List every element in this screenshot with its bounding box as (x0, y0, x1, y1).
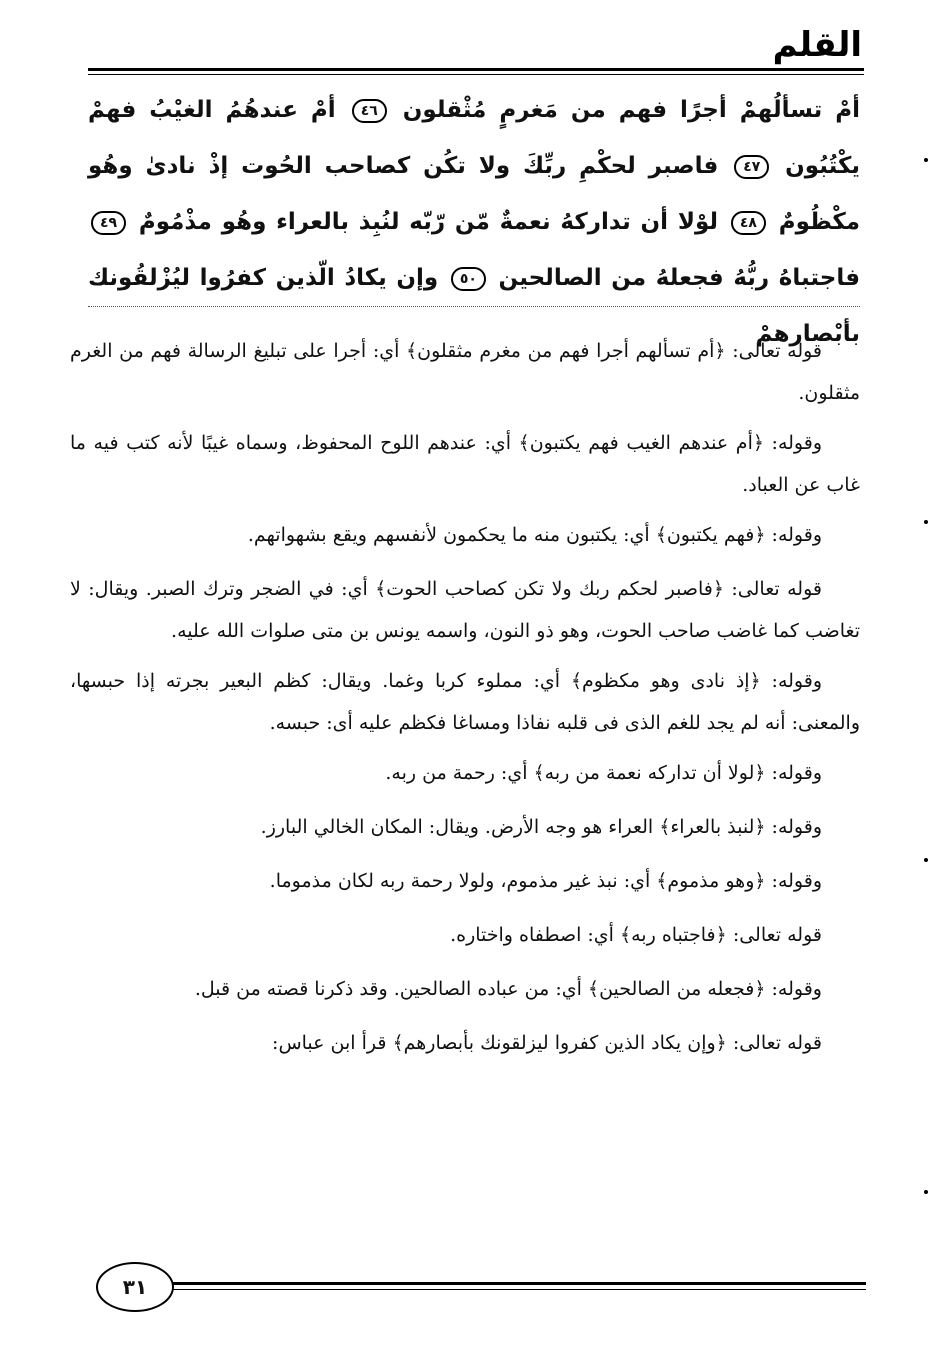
verse-text: فاصبر لحكْمِ ربِّكَ ولا تكُن كصاحب الحُوت إذْ نادىٰ وهُو مكْظُومٌ (88, 153, 861, 235)
ayah-number-marker: ٤٩ (91, 211, 126, 235)
ayah-number-marker: ٤٧ (734, 155, 769, 179)
verse-text: أمْ عندهُمُ الغيْبُ فهمْ يكْتُبُون (88, 97, 860, 179)
surah-title: القلم (772, 25, 862, 65)
footer-rule-thick (166, 1282, 866, 1285)
commentary-paragraph: قوله تعالى: ﴿أم تسألهم أجرا فهم من مغرم مثقلون﴾ أي: أجرا على تبليغ الرسالة فهم من الغرم مثقلون. (70, 340, 860, 404)
ayah-number-marker: ٤٦ (352, 99, 387, 123)
commentary-paragraph: وقوله: ﴿إذ نادى وهو مكظوم﴾ أي: مملوء كربا وغما. ويقال: كظم البعير بجرته إذا حبسها، والمعنى: أنه لم يجد للغم الذى فى قلبه نفاذا ومساغا فكظم عليه أى: حبسه. (70, 670, 860, 734)
commentary-paragraph: وقوله: ﴿أم عندهم الغيب فهم يكتبون﴾ أي: عندهم اللوح المحفوظ، وسماه غيبًا لأنه كتب فيه ما غاب عن العباد. (70, 432, 860, 496)
page-number: ٣١ (96, 1262, 174, 1312)
verse-text: أمْ تسألُهمْ أجرًا فهم من مَغرمٍ مُثْقلون (389, 97, 861, 123)
ayah-number-marker: ٥٠ (451, 267, 486, 291)
header-rule-thick (88, 68, 864, 71)
verse-text: فاجتباهُ ربُّهُ فجعلهُ من الصالحين (488, 265, 861, 291)
commentary-paragraph: قوله تعالى: ﴿فاصبر لحكم ربك ولا تكن كصاحب الحوت﴾ أي: في الضجر وترك الصبر. ويقال: لا تغاضب كما غاضب صاحب الحوت، وهو ذو النون، واسمه يونس بن متى صلوات الله عليه. (70, 578, 860, 642)
commentary-paragraph: وقوله: ﴿لنبذ بالعراء﴾ العراء هو وجه الأرض. ويقال: المكان الخالي البارز. (260, 816, 822, 838)
commentary-paragraph: قوله تعالى: ﴿وإن يكاد الذين كفروا ليزلقونك بأبصارهم﴾ قرأ ابن عباس: (272, 1032, 822, 1054)
scan-mark (924, 158, 928, 162)
commentary-paragraph: وقوله: ﴿فهم يكتبون﴾ أي: يكتبون منه ما يحكمون لأنفسهم ويقع بشهواتهم. (247, 524, 822, 546)
scan-mark (924, 858, 928, 862)
header-rule-thin (88, 74, 864, 75)
commentary-paragraph: وقوله: ﴿وهو مذموم﴾ أي: نبذ غير مذموم، ولولا رحمة ربه لكان مذموما. (269, 870, 822, 892)
quran-verses-block (88, 82, 860, 362)
commentary-paragraph: قوله تعالى: ﴿فاجتباه ربه﴾ أي: اصطفاه واختاره. (450, 924, 822, 946)
footer-rule-thin (166, 1289, 866, 1290)
verse-text: لوْلا أن تداركهُ نعمةٌ مّن رّبّه لنُبِذ بالعراء وهُو مذْمُومٌ (129, 209, 719, 235)
commentary-paragraph: وقوله: ﴿لولا أن تداركه نعمة من ربه﴾ أي: رحمة من ربه. (385, 762, 822, 784)
scan-mark (924, 1190, 928, 1194)
ayah-number-marker: ٤٨ (731, 211, 766, 235)
scan-mark (924, 520, 928, 524)
verse-text: وإن يكادُ الّذين كفرُوا ليُزْلقُونك بأبْصارهمْ (88, 265, 860, 347)
tafsir-commentary (70, 330, 860, 1076)
page-footer (96, 1258, 866, 1328)
commentary-paragraph: وقوله: ﴿فجعله من الصالحين﴾ أي: من عباده الصالحين. وقد ذكرنا قصته من قبل. (194, 978, 822, 1000)
section-divider (88, 306, 860, 307)
